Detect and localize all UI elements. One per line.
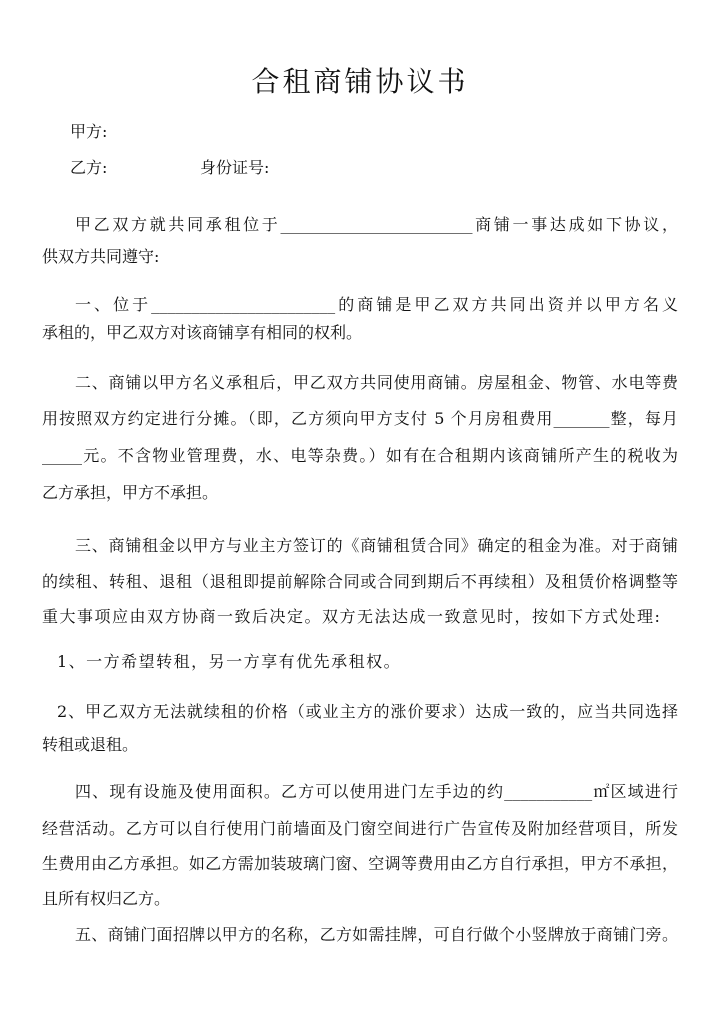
clause-1-line: 承租的，甲乙双方对该商铺享有相同的权利。: [42, 323, 363, 342]
clause-5-line: 五、商铺门面招牌以甲方的名称，乙方如需挂牌，可自行做个小竖牌放于商铺门旁。: [75, 925, 678, 944]
clause-4-line: 且所有权归乙方。: [42, 889, 171, 908]
party-b-label: 乙方:: [70, 158, 108, 177]
clause-4-line: 生费用由乙方承担。如乙方需加装玻璃门窗、空调等费用由乙方自行承担，甲方不承担，: [42, 854, 678, 873]
clause-2-line: 二、商铺以甲方名义承租后，甲乙双方共同使用商铺。房屋租金、物管、水电等费: [75, 373, 678, 392]
clause-4-line: 四、现有设施及使用面积。乙方可以使用进门左手边的约___________㎡区域进行: [75, 782, 678, 801]
party-a-label: 甲方:: [70, 122, 108, 141]
document-title: 合租商铺协议书: [251, 65, 469, 98]
clause-3-line: 的续租、转租、退租（退租即提前解除合同或合同到期后不再续租）及租赁价格调整等: [42, 572, 678, 591]
clause-1-line: 一、位于_______________________的商铺是甲乙双方共同出资并以甲方名义: [75, 295, 678, 314]
intro-line: 甲乙双方就共同承租位于________________________商铺一事达成如下协议，: [75, 215, 678, 234]
clause-2-line: 用按照双方约定进行分摊。（即，乙方须向甲方支付 5 个月房租费用_______整，每月: [42, 409, 678, 428]
clause-4-line: 经营活动。乙方可以自行使用门前墙面及门窗空间进行广告宣传及附加经营项目，所发: [42, 819, 678, 838]
clause-2-line: _____元。不含物业管理费，水、电等杂费。）如有在合租期内该商铺所产生的税收为: [42, 446, 678, 465]
clause-2-line: 乙方承担，甲方不承担。: [42, 483, 219, 502]
item-2-line: 转租或退租。: [42, 735, 139, 754]
item-2-line: 2、甲乙双方无法就续租的价格（或业主方的涨价要求）达成一致的，应当共同选择: [57, 702, 678, 721]
item-1-line: 1、一方希望转租，另一方享有优先承租权。: [57, 652, 402, 671]
id-number-label: 身份证号:: [200, 158, 270, 177]
clause-3-line: 重大事项应由双方协商一致后决定。双方无法达成一致意见时，按如下方式处理:: [42, 607, 662, 626]
intro-line: 供双方共同遵守:: [42, 247, 160, 266]
clause-3-line: 三、商铺租金以甲方与业主方签订的《商铺租赁合同》确定的租金为准。对于商铺: [75, 536, 678, 555]
